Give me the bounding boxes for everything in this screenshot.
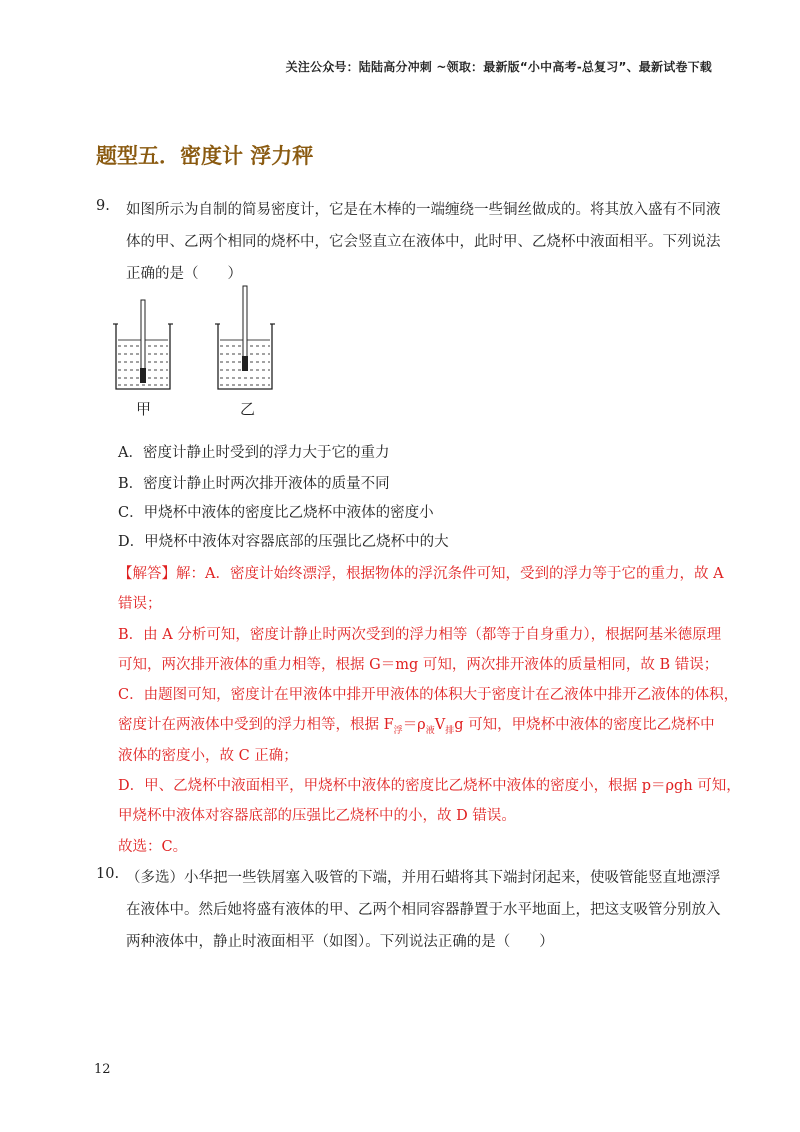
header-note: 关注公众号：陆陆高分冲刺 ~领取：最新版“小中高考-总复习”、最新试卷下载 <box>285 60 712 74</box>
subscript: 排 <box>445 725 455 736</box>
answer-text: g 可知，甲烧杯中液体的密度比乙烧杯中 <box>454 717 715 733</box>
answer-line <box>118 562 724 583</box>
option-b: B．密度计静止时两次排开液体的质量不同 <box>118 476 390 492</box>
question-9-stem-line: 体的甲、乙两个相同的烧杯中，它会竖直立在液体中，此时甲、乙烧杯中液面相平。下列说法 <box>126 234 721 250</box>
answer-text: ＝ρ <box>402 717 426 733</box>
question-10-stem-line: 在液体中。然后她将盛有液体的甲、乙两个相同容器静置于水平地面上，把这支吸管分别放入 <box>126 902 721 918</box>
option-d: D．甲烧杯中液体对容器底部的压强比乙烧杯中的大 <box>118 534 449 550</box>
answer-line <box>118 713 715 736</box>
question-9-number: 9. <box>96 198 110 214</box>
option-a: A．密度计静止时受到的浮力大于它的重力 <box>118 445 390 461</box>
answer-line: C．由题图可知，密度计在甲液体中排开甲液体的体积大于密度计在乙液体中排开乙液体的体积， <box>118 687 739 703</box>
answer-text: 密度计在两液体中受到的浮力相等，根据 F <box>118 717 394 733</box>
figure-label-yi: 乙 <box>240 400 256 418</box>
page-number: 12 <box>94 1062 111 1077</box>
subscript: 液 <box>425 725 435 736</box>
figure-label-jia: 甲 <box>136 400 152 418</box>
conclusion: 故选：C。 <box>118 839 188 855</box>
answer-line: D．甲、乙烧杯中液面相平，甲烧杯中液体的密度比乙烧杯中液体的密度小，根据 p＝ρgh 可知， <box>118 778 741 794</box>
question-10-stem-line: 两种液体中，静止时液面相平（如图）。下列说法正确的是（ ） <box>126 934 554 950</box>
answer-line: B．由 A 分析可知，密度计静止时两次受到的浮力相等（都等于自身重力），根据阿基米德原理 <box>118 627 722 643</box>
section-title: 题型五．密度计 浮力秤 <box>96 144 314 168</box>
answer-line: 甲烧杯中液体对容器底部的压强比乙烧杯中的小，故 D 错误。 <box>118 808 516 824</box>
beaker-jia <box>113 300 173 389</box>
answer-text: V <box>434 717 446 733</box>
beaker-yi <box>215 286 275 389</box>
question-10-stem-line: （多选）小华把一些铁屑塞入吸管的下端，并用石蜡将其下端封闭起来，使吸管能竖直地漂浮 <box>126 870 721 886</box>
option-c: C．甲烧杯中液体的密度比乙烧杯中液体的密度小 <box>118 505 434 521</box>
question-9-stem-line: 如图所示为自制的简易密度计，它是在木棒的一端缠绕一些铜丝做成的。将其放入盛有不同液 <box>126 202 721 218</box>
question-10-number: 10. <box>96 866 120 882</box>
answer-line: 错误； <box>118 596 162 612</box>
answer-text: 解：A．密度计始终漂浮，根据物体的浮沉条件可知，受到的浮力等于它的重力，故 A <box>176 566 724 582</box>
answer-line: 液体的密度小，故 C 正确； <box>118 748 298 764</box>
beakers-figure <box>108 284 298 406</box>
answer-tag: 【解答】 <box>118 566 176 582</box>
subscript: 浮 <box>393 725 403 736</box>
question-9-stem-line: 正确的是（ ） <box>126 266 242 282</box>
answer-line: 可知，两次排开液体的重力相等，根据 G＝mg 可知，两次排开液体的质量相同，故 B 错误； <box>118 657 719 673</box>
